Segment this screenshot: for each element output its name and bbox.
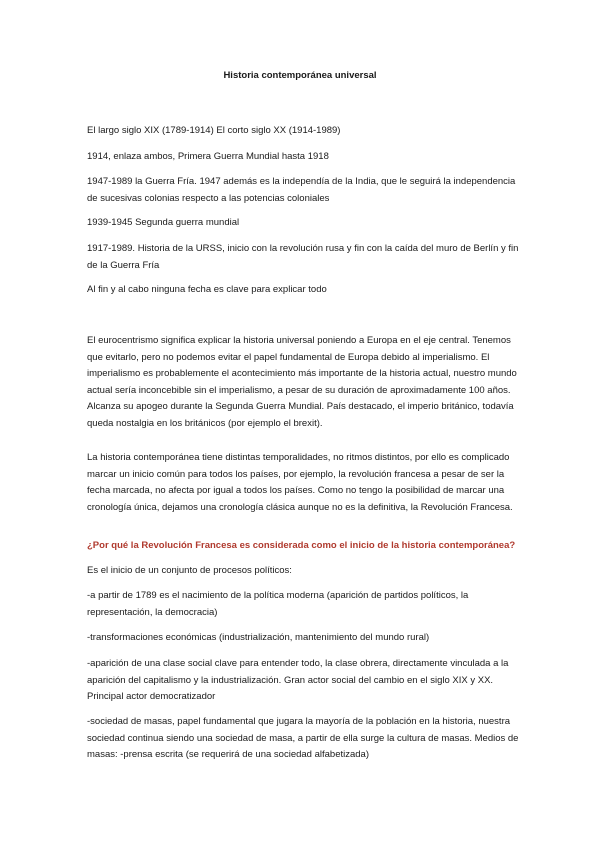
periodization-line: El largo siglo XIX (1789-1914) El corto siglo XX (1914-1989) xyxy=(87,125,341,136)
urss-paragraph: 1917-1989. Historia de la URSS, inicio con la revolución rusa y fin con la caída del muro de Berlín y fin de la Guerra Fría xyxy=(87,243,519,271)
document-title: Historia contemporánea universal xyxy=(223,70,377,81)
temporalidades-paragraph: La historia contemporánea tiene distintas temporalidades, no ritmos distintos, por ello es complicado marcar un inicio común para todos los países, por ejemplo, la revolución francesa a pesar de ser la fecha marcada, no afecta por igual a todos los países. Como no tengo la posibilidad de marcar una cronología única, dejamos una cronología clásica aunque no es la definitiva, la Revolución Francesa. xyxy=(87,452,513,513)
ww1-line: 1914, enlaza ambos, Primera Guerra Mundial hasta 1918 xyxy=(87,151,329,162)
clase-obrera-item: -aparición de una clase social clave para entender todo, la clase obrera, directamente vinculada a la aparición del capitalismo y la industrialización. Gran actor social del cambio en el siglo XIX y XX. Principal actor democratizador xyxy=(87,658,509,702)
sociedad-masas-item: -sociedad de masas, papel fundamental que jugara la mayoría de la población en la historia, nuestra sociedad continua siendo una sociedad de masa, a partir de ella surge la cultura de masas. Medios de masas: -prensa escrita (se requerirá de una sociedad alfabetizada) xyxy=(87,716,519,760)
politica-item: -a partir de 1789 es el nacimiento de la política moderna (aparición de partidos políticos, la representación, la democracia) xyxy=(87,590,469,618)
inicio-line: Es el inicio de un conjunto de procesos políticos: xyxy=(87,565,292,576)
economicas-item: -transformaciones económicas (industrialización, mantenimiento del mundo rural) xyxy=(87,632,430,643)
eurocentrismo-paragraph: El eurocentrismo significa explicar la historia universal poniendo a Europa en el eje central. Tenemos que evitarlo, pero no podemos evitar el papel fundamental de Europa debido al imperialismo. El imperialismo es probablemente el acontecimiento más importante de la historia actual, nuestro mundo actual sería inconcebible sin el imperialismo, a pesar de su duración de aproximadamente 100 años. Alcanza su apogeo durante la Segunda Guerra Mundial. País destacado, el imperio británico, todavía queda nostalgia en los británicos (por ejemplo el brexit). xyxy=(87,335,517,429)
ww2-line: 1939-1945 Segunda guerra mundial xyxy=(87,217,240,228)
section-question: ¿Por qué la Revolución Francesa es considerada como el inicio de la historia contemporánea? xyxy=(87,540,516,551)
cold-war-paragraph: 1947-1989 la Guerra Fría. 1947 además es la independía de la India, que le seguirá la independencia de sucesivas colonias respecto a las potencias coloniales xyxy=(87,176,516,204)
conclusion-line: Al fin y al cabo ninguna fecha es clave para explicar todo xyxy=(87,284,327,295)
